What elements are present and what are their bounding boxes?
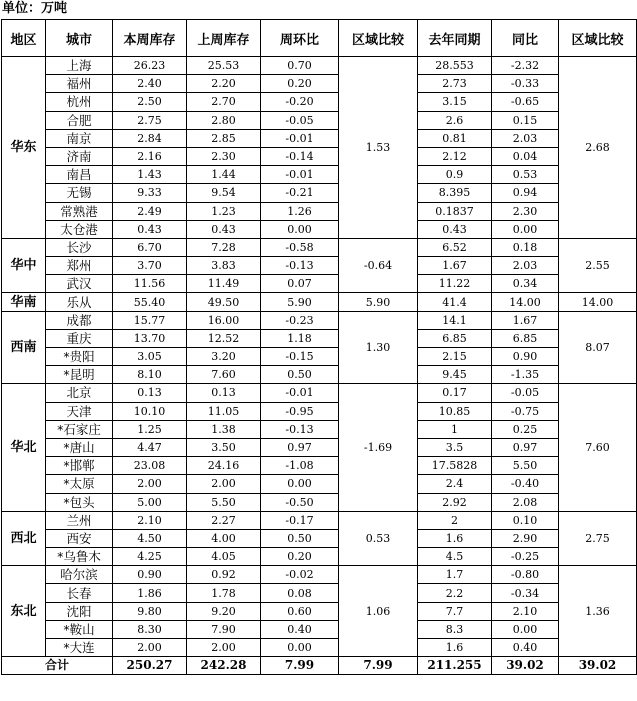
last-week-value: 2.00 — [187, 639, 261, 657]
last-week-value: 11.49 — [187, 275, 261, 293]
city-name: 上海 — [46, 57, 113, 75]
last-year-value: 0.1837 — [418, 202, 492, 220]
region-name: 东北 — [2, 566, 46, 657]
city-name: 杭州 — [46, 93, 113, 111]
table-row — [2, 166, 637, 184]
last-year-value: 4.5 — [418, 548, 492, 566]
this-week-value: 9.33 — [113, 184, 187, 202]
this-week-value: 9.80 — [113, 602, 187, 620]
this-week-value: 5.00 — [113, 493, 187, 511]
last-year-value: 1.6 — [418, 529, 492, 547]
wow-value: -1.08 — [261, 457, 339, 475]
last-week-value: 11.05 — [187, 402, 261, 420]
header-region-yoy-compare: 区域比较 — [559, 20, 637, 57]
last-year-value: 8.395 — [418, 184, 492, 202]
wow-value: -0.14 — [261, 147, 339, 165]
table-row — [2, 129, 637, 147]
last-year-value: 9.45 — [418, 366, 492, 384]
yoy-value: 0.40 — [492, 639, 559, 657]
this-week-value: 2.50 — [113, 93, 187, 111]
table-row — [2, 402, 637, 420]
table-row — [2, 366, 637, 384]
wow-value: 0.70 — [261, 57, 339, 75]
city-name: 太仓港 — [46, 220, 113, 238]
city-name: *大连 — [46, 639, 113, 657]
last-week-value: 49.50 — [187, 293, 261, 311]
table-row — [2, 548, 637, 566]
city-name: *鞍山 — [46, 620, 113, 638]
region-compare-value: 0.53 — [339, 511, 418, 566]
last-year-value: 1.6 — [418, 639, 492, 657]
city-name: 南京 — [46, 129, 113, 147]
last-week-value: 25.53 — [187, 57, 261, 75]
wow-value: 0.50 — [261, 529, 339, 547]
total-last-year-value: 211.255 — [418, 657, 492, 675]
city-name: *石家庄 — [46, 420, 113, 438]
wow-value: 0.00 — [261, 220, 339, 238]
city-name: 北京 — [46, 384, 113, 402]
region-compare-value: 5.90 — [339, 293, 418, 311]
this-week-value: 4.47 — [113, 438, 187, 456]
yoy-value: 0.90 — [492, 348, 559, 366]
last-year-value: 3.15 — [418, 93, 492, 111]
city-name: 兰州 — [46, 511, 113, 529]
city-name: 南昌 — [46, 166, 113, 184]
table-row — [2, 75, 637, 93]
table-row — [2, 184, 637, 202]
this-week-value: 3.05 — [113, 348, 187, 366]
header-last-week: 上周库存 — [187, 20, 261, 57]
inventory-table — [1, 19, 637, 675]
table-row — [2, 529, 637, 547]
this-week-value: 2.00 — [113, 475, 187, 493]
this-week-value: 0.13 — [113, 384, 187, 402]
table-row — [2, 620, 637, 638]
wow-value: -0.20 — [261, 93, 339, 111]
last-year-value: 0.81 — [418, 129, 492, 147]
region-compare-value: 1.53 — [339, 57, 418, 239]
wow-value: 0.20 — [261, 548, 339, 566]
yoy-value: 0.04 — [492, 147, 559, 165]
last-year-value: 6.52 — [418, 238, 492, 256]
last-week-value: 3.83 — [187, 257, 261, 275]
last-week-value: 5.50 — [187, 493, 261, 511]
last-week-value: 7.60 — [187, 366, 261, 384]
region-compare-value: -0.64 — [339, 238, 418, 293]
city-name: 常熟港 — [46, 202, 113, 220]
wow-value: -0.01 — [261, 384, 339, 402]
last-year-value: 2.6 — [418, 111, 492, 129]
this-week-value: 4.25 — [113, 548, 187, 566]
last-year-value: 7.7 — [418, 602, 492, 620]
table-row — [2, 475, 637, 493]
region-compare-value: -1.69 — [339, 384, 418, 511]
last-week-value: 0.92 — [187, 566, 261, 584]
wow-value: 0.50 — [261, 366, 339, 384]
table-row — [2, 57, 637, 75]
yoy-value: 0.53 — [492, 166, 559, 184]
last-year-value: 0.17 — [418, 384, 492, 402]
yoy-value: -0.05 — [492, 384, 559, 402]
wow-value: 0.97 — [261, 438, 339, 456]
city-name: 哈尔滨 — [46, 566, 113, 584]
city-name: 长沙 — [46, 238, 113, 256]
header-wow: 周环比 — [261, 20, 339, 57]
region-yoy-compare-value: 2.75 — [559, 511, 637, 566]
wow-value: 1.18 — [261, 329, 339, 347]
last-week-value: 16.00 — [187, 311, 261, 329]
city-name: 天津 — [46, 402, 113, 420]
last-year-value: 0.9 — [418, 166, 492, 184]
table-row — [2, 438, 637, 456]
wow-value: -0.13 — [261, 420, 339, 438]
wow-value: 0.00 — [261, 639, 339, 657]
table-row — [2, 384, 637, 402]
wow-value: -0.05 — [261, 111, 339, 129]
table-row — [2, 93, 637, 111]
yoy-value: -2.32 — [492, 57, 559, 75]
table-body — [2, 57, 637, 675]
this-week-value: 0.43 — [113, 220, 187, 238]
yoy-value: 2.08 — [492, 493, 559, 511]
table-row — [2, 202, 637, 220]
this-week-value: 1.25 — [113, 420, 187, 438]
region-name: 华北 — [2, 384, 46, 511]
this-week-value: 2.49 — [113, 202, 187, 220]
region-name: 华东 — [2, 57, 46, 239]
yoy-value: 2.30 — [492, 202, 559, 220]
last-year-value: 1.67 — [418, 257, 492, 275]
city-name: 福州 — [46, 75, 113, 93]
table-row — [2, 311, 637, 329]
wow-value: 0.08 — [261, 584, 339, 602]
yoy-value: -0.25 — [492, 548, 559, 566]
city-name: 合肥 — [46, 111, 113, 129]
region-yoy-compare-value: 2.68 — [559, 57, 637, 239]
table-row — [2, 238, 637, 256]
header-region: 地区 — [2, 20, 46, 57]
table-row — [2, 602, 637, 620]
this-week-value: 4.50 — [113, 529, 187, 547]
city-name: 沈阳 — [46, 602, 113, 620]
yoy-value: 0.34 — [492, 275, 559, 293]
city-name: 无锡 — [46, 184, 113, 202]
header-last-year: 去年同期 — [418, 20, 492, 57]
wow-value: -0.15 — [261, 348, 339, 366]
city-name: *贵阳 — [46, 348, 113, 366]
this-week-value: 10.10 — [113, 402, 187, 420]
wow-value: 5.90 — [261, 293, 339, 311]
table-row — [2, 147, 637, 165]
yoy-value: -0.33 — [492, 75, 559, 93]
this-week-value: 0.90 — [113, 566, 187, 584]
last-year-value: 2.2 — [418, 584, 492, 602]
this-week-value: 26.23 — [113, 57, 187, 75]
yoy-value: 0.94 — [492, 184, 559, 202]
last-year-value: 28.553 — [418, 57, 492, 75]
last-week-value: 4.05 — [187, 548, 261, 566]
last-year-value: 2.92 — [418, 493, 492, 511]
last-year-value: 1.7 — [418, 566, 492, 584]
yoy-value: -0.34 — [492, 584, 559, 602]
wow-value: -0.21 — [261, 184, 339, 202]
yoy-value: 0.18 — [492, 238, 559, 256]
yoy-value: -0.80 — [492, 566, 559, 584]
this-week-value: 8.10 — [113, 366, 187, 384]
table-row — [2, 111, 637, 129]
city-name: 济南 — [46, 147, 113, 165]
last-week-value: 0.43 — [187, 220, 261, 238]
region-yoy-compare-value: 14.00 — [559, 293, 637, 311]
yoy-value: 2.10 — [492, 602, 559, 620]
last-week-value: 24.16 — [187, 457, 261, 475]
region-name: 华中 — [2, 238, 46, 293]
last-week-value: 1.38 — [187, 420, 261, 438]
last-week-value: 1.23 — [187, 202, 261, 220]
last-week-value: 1.78 — [187, 584, 261, 602]
header-yoy: 同比 — [492, 20, 559, 57]
unit-label: 单位：万吨 — [2, 1, 68, 16]
last-week-value: 7.90 — [187, 620, 261, 638]
total-yoy-compare-value: 39.02 — [559, 657, 637, 675]
city-name: 武汉 — [46, 275, 113, 293]
city-name: *乌鲁木 — [46, 548, 113, 566]
last-year-value: 6.85 — [418, 329, 492, 347]
yoy-value: -0.40 — [492, 475, 559, 493]
this-week-value: 23.08 — [113, 457, 187, 475]
last-week-value: 4.00 — [187, 529, 261, 547]
this-week-value: 2.10 — [113, 511, 187, 529]
total-last-week-value: 242.28 — [187, 657, 261, 675]
table-row — [2, 566, 637, 584]
header-this-week: 本周库存 — [113, 20, 187, 57]
region-compare-value: 1.30 — [339, 311, 418, 384]
last-week-value: 1.44 — [187, 166, 261, 184]
this-week-value: 15.77 — [113, 311, 187, 329]
this-week-value: 2.00 — [113, 639, 187, 657]
wow-value: 1.26 — [261, 202, 339, 220]
city-name: *邯郸 — [46, 457, 113, 475]
table-row — [2, 457, 637, 475]
total-wow-value: 7.99 — [261, 657, 339, 675]
yoy-value: 0.00 — [492, 220, 559, 238]
this-week-value: 2.16 — [113, 147, 187, 165]
table-row — [2, 584, 637, 602]
last-week-value: 2.85 — [187, 129, 261, 147]
city-name: 长春 — [46, 584, 113, 602]
header-city: 城市 — [46, 20, 113, 57]
region-name: 西南 — [2, 311, 46, 384]
region-yoy-compare-value: 2.55 — [559, 238, 637, 293]
last-week-value: 3.50 — [187, 438, 261, 456]
city-name: *唐山 — [46, 438, 113, 456]
region-name: 西北 — [2, 511, 46, 566]
region-yoy-compare-value: 8.07 — [559, 311, 637, 384]
table-row — [2, 420, 637, 438]
table-row — [2, 220, 637, 238]
yoy-value: -0.75 — [492, 402, 559, 420]
this-week-value: 2.40 — [113, 75, 187, 93]
yoy-value: 2.03 — [492, 257, 559, 275]
wow-value: 0.60 — [261, 602, 339, 620]
total-this-week-value: 250.27 — [113, 657, 187, 675]
last-week-value: 2.80 — [187, 111, 261, 129]
last-year-value: 2.15 — [418, 348, 492, 366]
wow-value: -0.95 — [261, 402, 339, 420]
last-year-value: 14.1 — [418, 311, 492, 329]
last-year-value: 2.4 — [418, 475, 492, 493]
last-year-value: 3.5 — [418, 438, 492, 456]
this-week-value: 2.75 — [113, 111, 187, 129]
yoy-value: 6.85 — [492, 329, 559, 347]
last-week-value: 2.27 — [187, 511, 261, 529]
yoy-value: 0.00 — [492, 620, 559, 638]
last-year-value: 8.3 — [418, 620, 492, 638]
table-row — [2, 348, 637, 366]
wow-value: 0.20 — [261, 75, 339, 93]
city-name: 西安 — [46, 529, 113, 547]
last-week-value: 3.20 — [187, 348, 261, 366]
total-compare-value: 7.99 — [339, 657, 418, 675]
yoy-value: -0.65 — [492, 93, 559, 111]
last-week-value: 7.28 — [187, 238, 261, 256]
last-year-value: 11.22 — [418, 275, 492, 293]
yoy-value: 0.10 — [492, 511, 559, 529]
wow-value: -0.50 — [261, 493, 339, 511]
total-row — [2, 657, 637, 675]
last-year-value: 17.5828 — [418, 457, 492, 475]
wow-value: 0.00 — [261, 475, 339, 493]
yoy-value: 0.25 — [492, 420, 559, 438]
this-week-value: 2.84 — [113, 129, 187, 147]
region-compare-value: 1.06 — [339, 566, 418, 657]
last-week-value: 2.30 — [187, 147, 261, 165]
this-week-value: 8.30 — [113, 620, 187, 638]
last-week-value: 0.13 — [187, 384, 261, 402]
last-year-value: 2.73 — [418, 75, 492, 93]
wow-value: -0.17 — [261, 511, 339, 529]
total-label: 合计 — [2, 657, 113, 675]
yoy-value: 2.03 — [492, 129, 559, 147]
wow-value: -0.23 — [261, 311, 339, 329]
this-week-value: 1.86 — [113, 584, 187, 602]
header-region-compare: 区域比较 — [339, 20, 418, 57]
region-yoy-compare-value: 1.36 — [559, 566, 637, 657]
last-week-value: 2.00 — [187, 475, 261, 493]
this-week-value: 11.56 — [113, 275, 187, 293]
city-name: 郑州 — [46, 257, 113, 275]
last-year-value: 10.85 — [418, 402, 492, 420]
region-yoy-compare-value: 7.60 — [559, 384, 637, 511]
wow-value: -0.13 — [261, 257, 339, 275]
table-row — [2, 639, 637, 657]
table-row — [2, 293, 637, 311]
this-week-value: 1.43 — [113, 166, 187, 184]
city-name: 重庆 — [46, 329, 113, 347]
last-year-value: 41.4 — [418, 293, 492, 311]
yoy-value: 5.50 — [492, 457, 559, 475]
yoy-value: 0.97 — [492, 438, 559, 456]
table-row — [2, 511, 637, 529]
this-week-value: 6.70 — [113, 238, 187, 256]
wow-value: 0.40 — [261, 620, 339, 638]
this-week-value: 3.70 — [113, 257, 187, 275]
header-row — [2, 20, 637, 57]
last-year-value: 0.43 — [418, 220, 492, 238]
wow-value: -0.01 — [261, 129, 339, 147]
city-name: *包头 — [46, 493, 113, 511]
table-row — [2, 329, 637, 347]
total-yoy-value: 39.02 — [492, 657, 559, 675]
table-row — [2, 275, 637, 293]
last-year-value: 2.12 — [418, 147, 492, 165]
table-row — [2, 257, 637, 275]
region-name: 华南 — [2, 293, 46, 311]
city-name: 乐从 — [46, 293, 113, 311]
last-year-value: 2 — [418, 511, 492, 529]
last-week-value: 12.52 — [187, 329, 261, 347]
last-week-value: 9.20 — [187, 602, 261, 620]
wow-value: 0.07 — [261, 275, 339, 293]
last-week-value: 2.20 — [187, 75, 261, 93]
wow-value: -0.58 — [261, 238, 339, 256]
yoy-value: 14.00 — [492, 293, 559, 311]
city-name: *太原 — [46, 475, 113, 493]
yoy-value: 1.67 — [492, 311, 559, 329]
table-row — [2, 493, 637, 511]
last-year-value: 1 — [418, 420, 492, 438]
yoy-value: 0.15 — [492, 111, 559, 129]
last-week-value: 2.70 — [187, 93, 261, 111]
city-name: 成都 — [46, 311, 113, 329]
yoy-value: -1.35 — [492, 366, 559, 384]
this-week-value: 55.40 — [113, 293, 187, 311]
last-week-value: 9.54 — [187, 184, 261, 202]
yoy-value: 2.90 — [492, 529, 559, 547]
this-week-value: 13.70 — [113, 329, 187, 347]
wow-value: -0.02 — [261, 566, 339, 584]
wow-value: -0.01 — [261, 166, 339, 184]
city-name: *昆明 — [46, 366, 113, 384]
